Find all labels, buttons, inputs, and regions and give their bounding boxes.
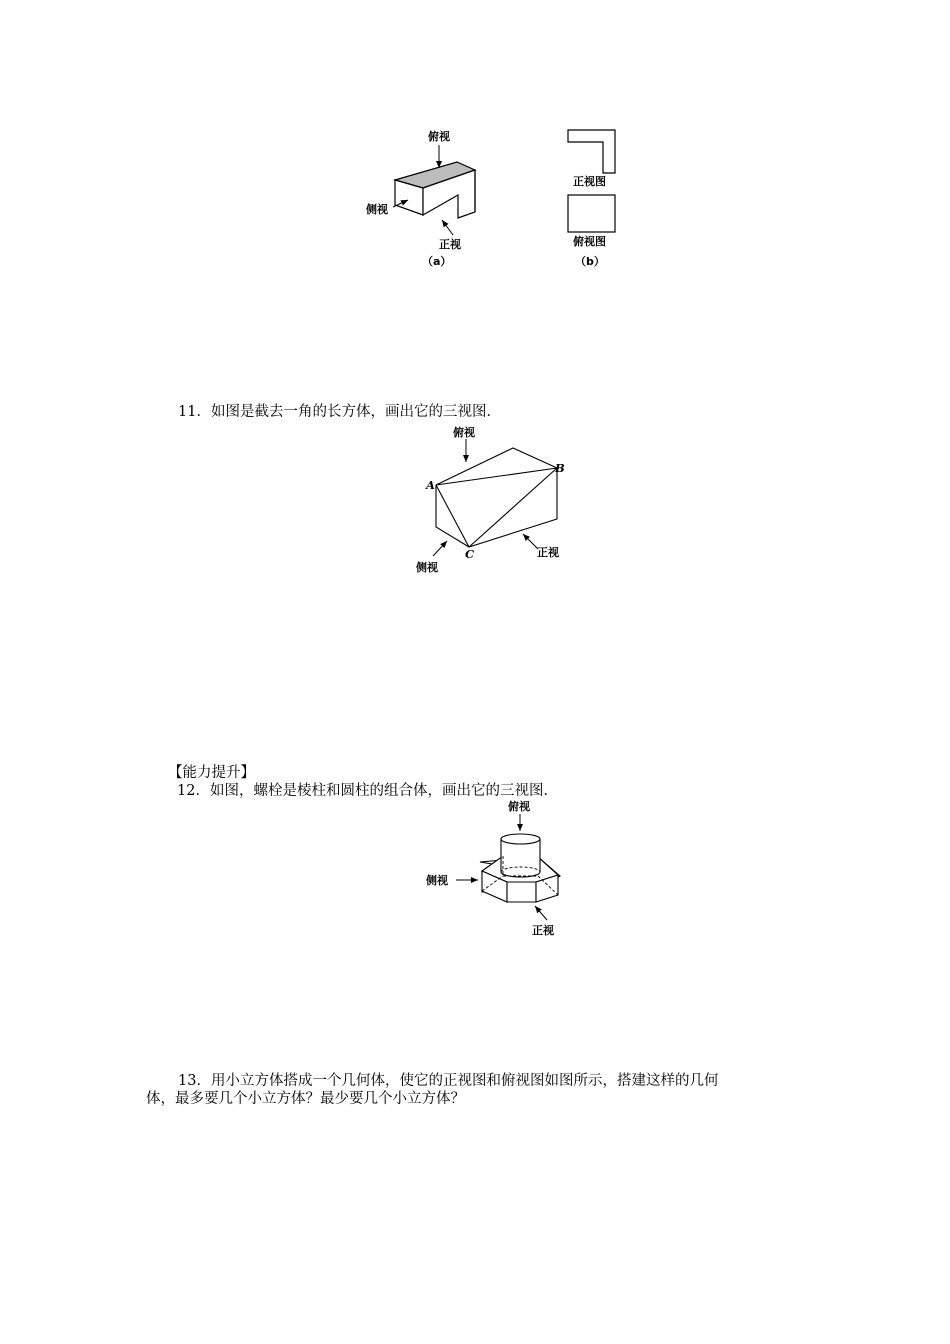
l-shaped-solid bbox=[395, 162, 475, 218]
side-view-label: 侧视 bbox=[426, 874, 448, 887]
figure-a-b bbox=[350, 120, 650, 280]
problem-11-text: 11．如图是截去一角的长方体，画出它的三视图． bbox=[178, 404, 501, 420]
front-view-label: 正视 bbox=[537, 546, 559, 559]
front-view-label: 正视 bbox=[439, 238, 461, 251]
b-top-view-shape bbox=[568, 195, 615, 232]
front-view-arrow bbox=[523, 534, 538, 549]
problem-11-figure bbox=[405, 422, 585, 582]
figure-b-caption: （b） bbox=[575, 255, 605, 268]
problem-13-line1: 13．用小立方体搭成一个几何体，使它的正视图和俯视图如图所示，搭建这样的几何 bbox=[178, 1073, 719, 1089]
top-view-label: 俯视 bbox=[508, 800, 530, 813]
side-view-label: 侧视 bbox=[416, 561, 438, 574]
front-view-arrow bbox=[442, 220, 453, 235]
side-view-label: 侧视 bbox=[366, 203, 388, 216]
front-view-label: 正视 bbox=[532, 924, 554, 937]
figure-a-caption: （a） bbox=[422, 255, 452, 268]
truncated-cuboid bbox=[436, 448, 557, 547]
top-view-label: 俯视 bbox=[428, 130, 450, 143]
top-view-label: 俯视 bbox=[453, 426, 475, 439]
problem-12-text: 12．如图，螺栓是棱柱和圆柱的组合体，画出它的三视图． bbox=[177, 783, 558, 799]
front-view-arrow bbox=[535, 906, 547, 920]
b-top-view-label: 俯视图 bbox=[573, 235, 606, 248]
point-c-label: C bbox=[465, 547, 475, 561]
b-front-view-shape bbox=[568, 130, 615, 173]
section-heading: 【能力提升】 bbox=[168, 765, 255, 781]
point-a-label: A bbox=[426, 478, 435, 492]
problem-13-line2: 体，最多要几个小立方体？最少要几个小立方体？ bbox=[146, 1091, 465, 1107]
side-view-arrow bbox=[433, 541, 447, 556]
bolt-solid bbox=[480, 834, 560, 902]
point-b-label: B bbox=[555, 461, 565, 475]
problem-12-figure bbox=[420, 796, 580, 944]
b-front-view-label: 正视图 bbox=[573, 175, 606, 188]
